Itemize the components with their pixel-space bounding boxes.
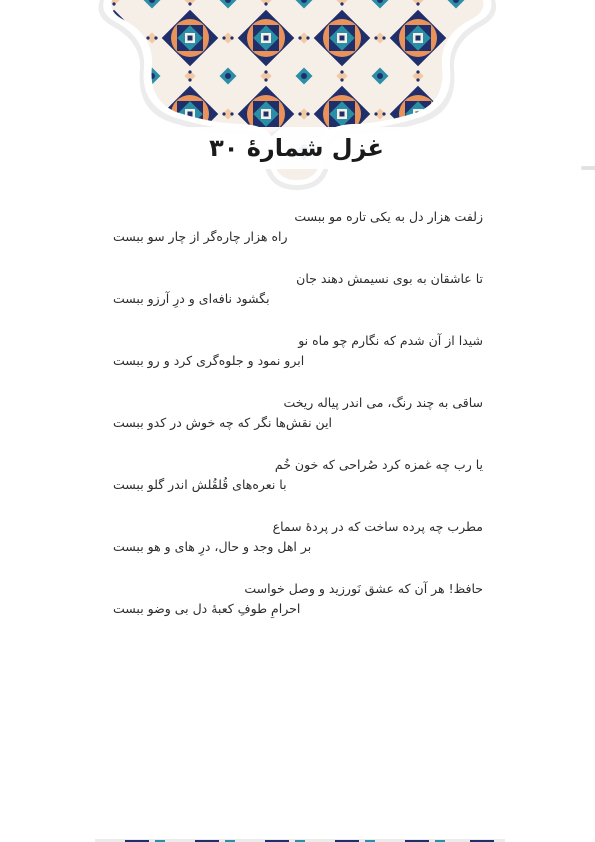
tile-ornament-header <box>0 0 595 200</box>
hemistich-second: احرامِ طوفِ کعبهٔ دل بی وضو ببست <box>113 601 301 616</box>
page-title: غزل شمارهٔ ۳۰ <box>209 134 384 162</box>
couplet <box>113 579 483 641</box>
hemistich-first: حافظ! هر آن که عشق نَورزید و وصل خواست <box>244 581 483 596</box>
hemistich-first: ساقی به چند رنگ، می اندر پیاله ریخت <box>283 395 483 410</box>
couplet <box>113 517 483 579</box>
hemistich-second: با نعره‌های قُلقُلش اندر گلو ببست <box>113 477 287 492</box>
title-bar <box>110 127 483 169</box>
hemistich-second: راه هزار چاره‌گر از چار سو ببست <box>113 229 288 244</box>
side-tab <box>581 166 595 170</box>
hemistich-first: تا عاشقان به بوی نسیمش دهند جان <box>296 271 483 286</box>
hemistich-second: بگشود نافه‌ای و درِ آرزو ببست <box>113 291 270 306</box>
hemistich-first: یا رب چه غمزه کرد صُراحی که خون خُم <box>274 457 483 472</box>
hemistich-second: ابرو نمود و جلوه‌گری کرد و رو ببست <box>113 353 305 368</box>
couplet <box>113 331 483 393</box>
couplet <box>113 455 483 517</box>
hemistich-first: زلفت هزار دل به یکی تاره مو ببست <box>294 209 483 224</box>
couplet <box>113 393 483 455</box>
hemistich-second: بر اهل وجد و حال، درِ های و هو ببست <box>113 539 312 554</box>
couplet <box>113 269 483 331</box>
hemistich-first: شیدا از آن شدم که نگارم چو ماه نو <box>298 333 483 348</box>
couplet <box>113 207 483 269</box>
tile-ornament-footer <box>95 836 505 842</box>
hemistich-second: این نقش‌ها نگر که چه خوش در کدو ببست <box>113 415 333 430</box>
poem-body <box>113 207 483 641</box>
hemistich-first: مطرب چه پرده ساخت که در پردهٔ سماع <box>272 519 483 534</box>
